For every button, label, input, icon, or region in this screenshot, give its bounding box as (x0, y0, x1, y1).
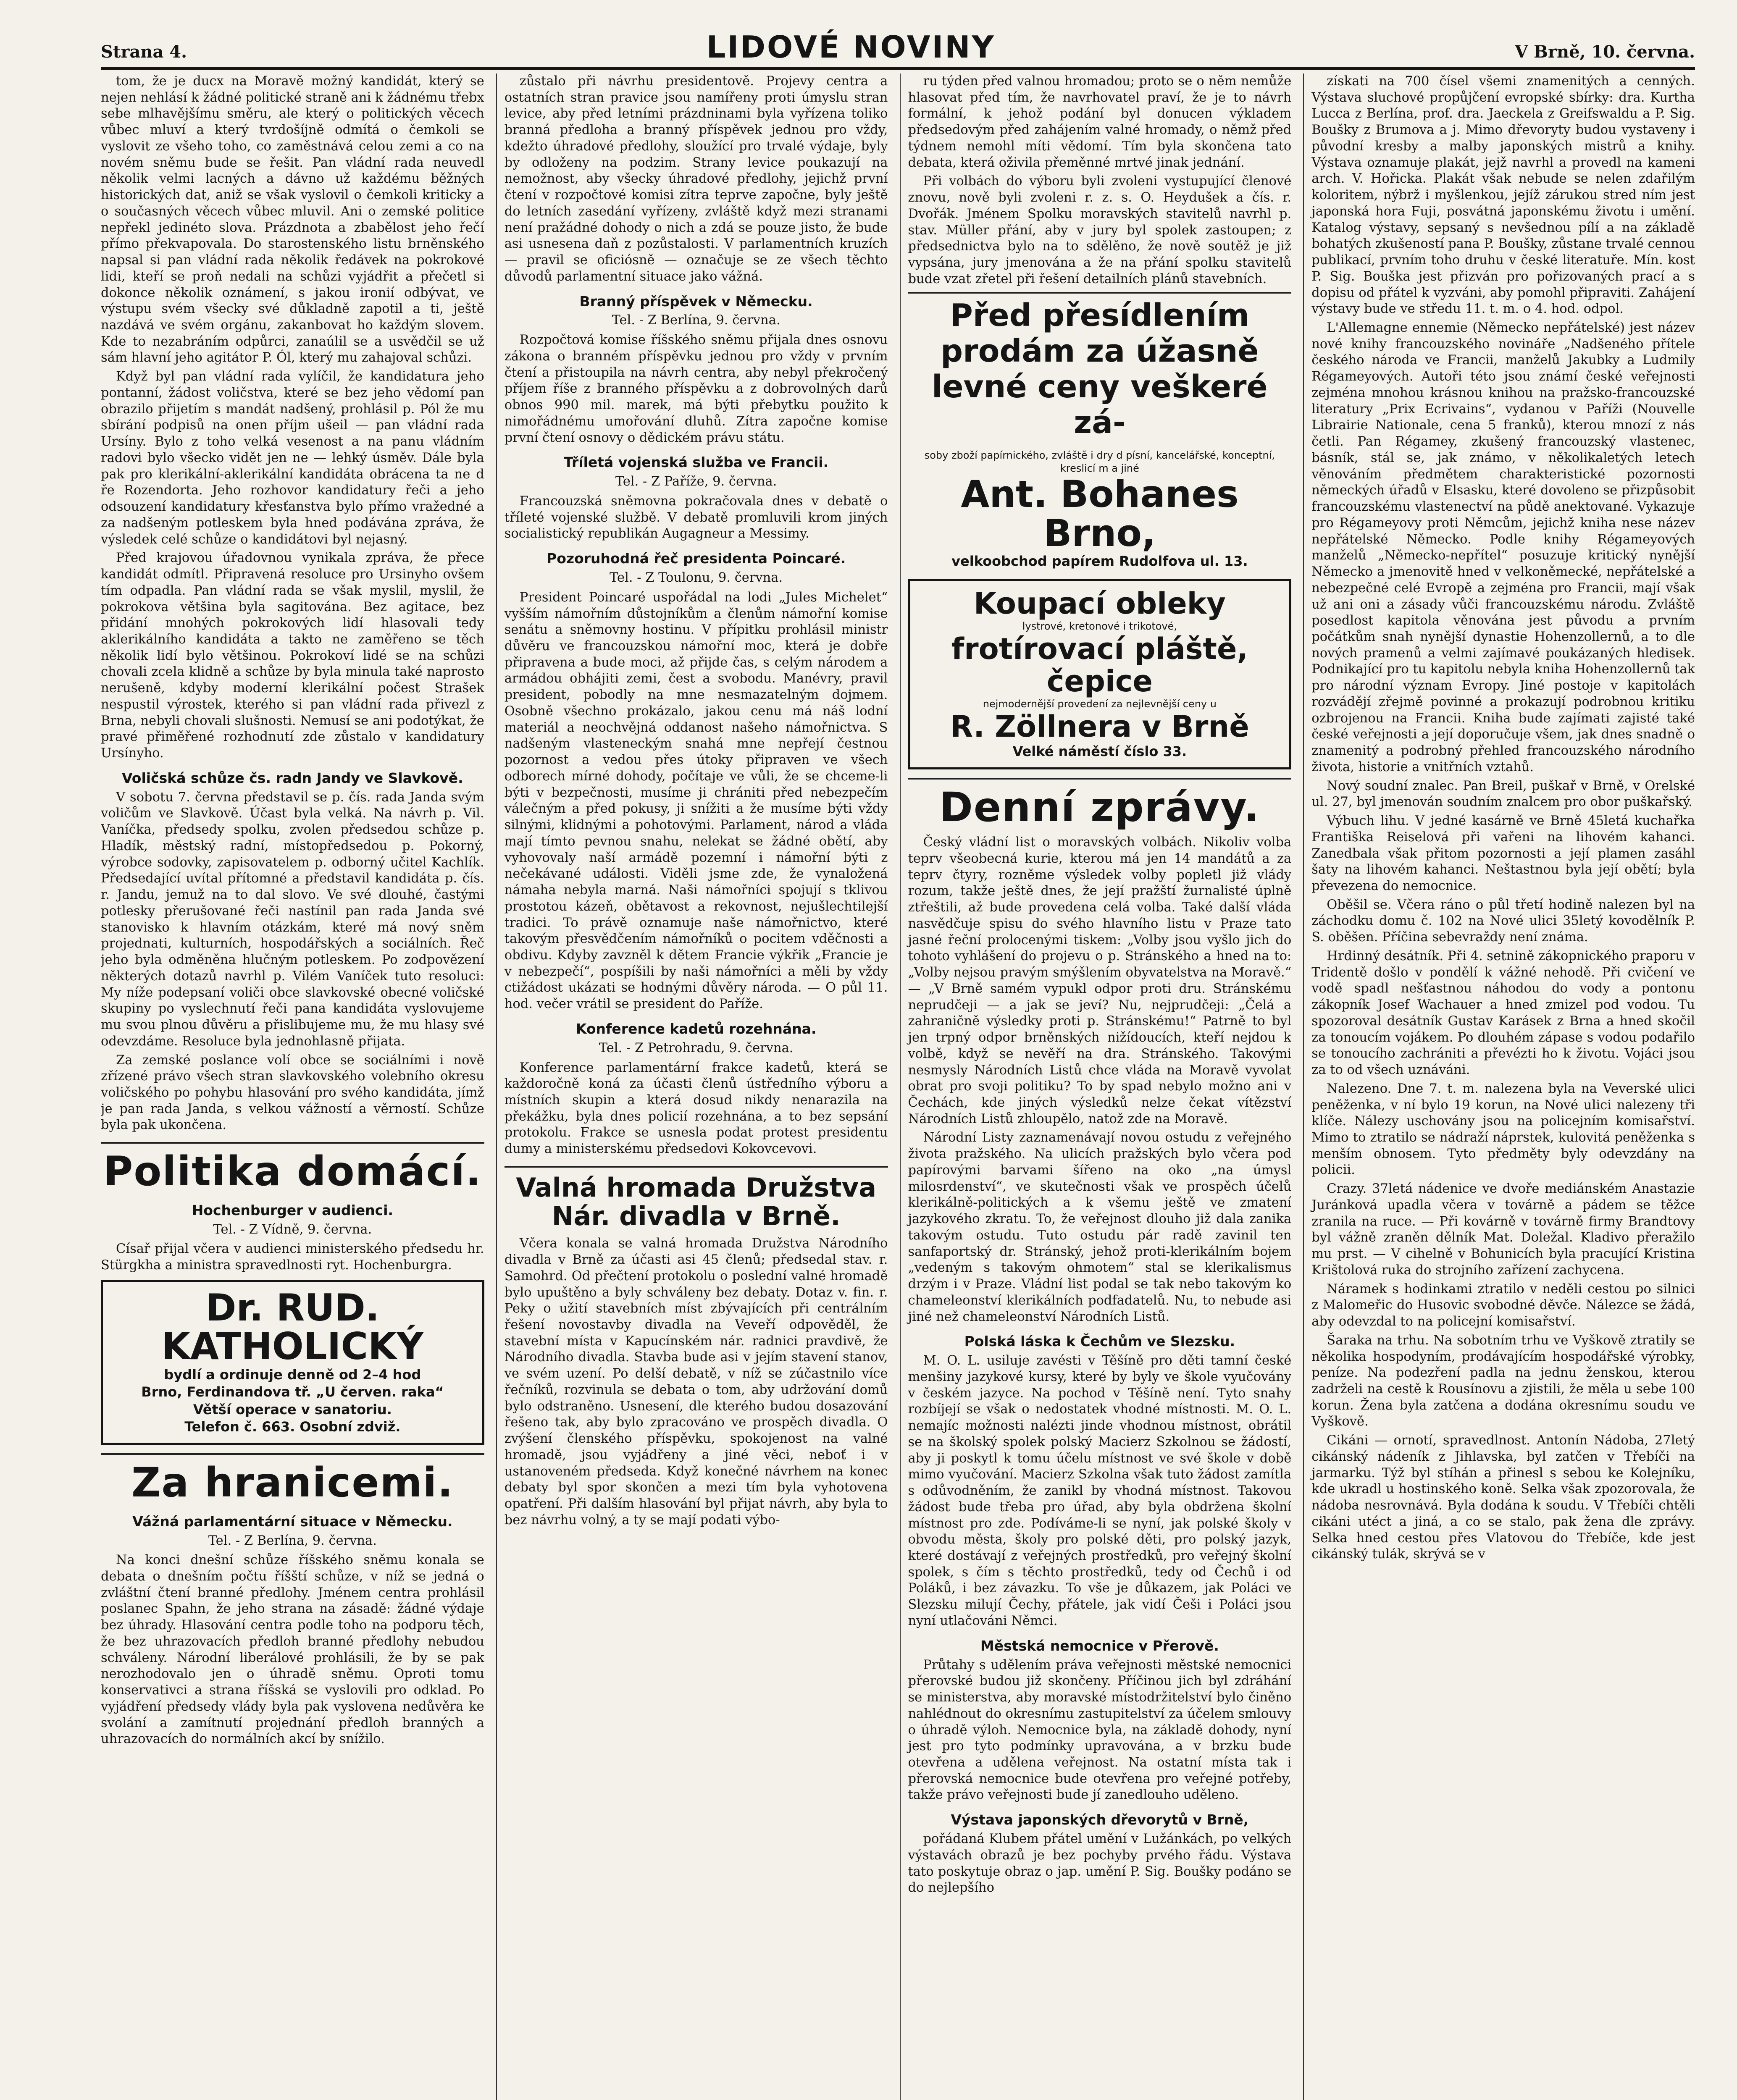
article-paragraph: Hrdinný desátník. Při 4. setnině zákopnického praporu v Tridentě došlo v pondělí k vážné nehodě. Při cvičení ve vodě spadl nešťastnou náhodou do vody a pontonu zákopník Josef Wachauer a hned zmizel pod vodou. Tu spozoroval desátník Gustav Karásek z Brna a hned skočil za tonoucím vojákem. Po dlouhém zápase s vodou podařilo se tonoucího zachrániti a převézti ho k životu. Vojáci jsou za to od všech uznáváni. (1311, 948, 1695, 1078)
article-paragraph: Konference parlamentární frakce kadetů, která se každoročně koná za účasti členů ústředního výboru a místních skupin a která dosud nikdy nenarazila na překážku, byla dnes policií rozehnána, a to bez sepsání protokolu. Frakce se usnesla podat protest presidentu dumy a ministerskému předsedovi Kokovcevovi. (504, 1060, 888, 1157)
newspaper-title: LIDOVÉ NOVINY (706, 29, 996, 65)
ad-zollner-line4: čepice (1046, 664, 1153, 698)
ad-doctor-hours: bydlí a ordinuje denně od 2–4 hod (164, 1366, 421, 1383)
dateline: Tel. - Z Toulonu, 9. června. (610, 570, 783, 585)
ad-doctor-address: Brno, Ferdinandova tř. „U červen. raka“ (141, 1384, 444, 1400)
article-heading: Polská láska k Čechům ve Slezsku. (964, 1333, 1235, 1350)
article-paragraph: Cikáni — ornotí, spravedlnost. Antonín Nádoba, 27letý cikánský nádeník z Jihlavska, byl zatčen v Třebíči na jarmarku. Týž byl stíhán a přinesl s sebou ke Kolejníku, kde ukradl u hostinského koně. Selka však zpozorovala, že nádoba nesrovnává. Byla dodána k soudu. V Třebíči chtěli cikáni utéct a jiná, a co se stalo, pak žena dle zprávy. Selka hned cestou přes Vlatovou do Třebíče, kde jest cikánský tulák, skrývá se v (1311, 1433, 1695, 1562)
dateline: Tel. - Z Petrohradu, 9. června. (599, 1040, 794, 1055)
column-3 (900, 74, 1292, 2100)
article-paragraph: získati na 700 čísel všemi znamenitých a cenných. Výstava sluchové propůjčení evropské sbírky: dra. Kurtha Lucca z Berlína, prof. dra. Jaeckela z Greifswaldu a P. Sig. Boušky z Brumova a j. Mimo dřevoryty budou vystaveny i původní kresby a malby japonských mistrů a knihy. Výstava oznamuje plakát, jejž navrhl a provedl na kameni arch. V. Hořicka. Plakát však nebude se nelen zdařilým koloritem, nýbrž i myšlenkou, jejíž zárukou stred ním jest japonská hora Fuji, posvátná japonskému životu i umění. Katalog výstavy, sepsaný s nevšednou pílí a na základě bohatých zkušeností pana P. Boušky, zůstane trvalé cennou publikací, prvním toho druhu v české literatuře. Mín. kost P. Sig. Bouška jest přizván pro pořizovaných prací a s dopisu od přátel k vyzváni, aby pomohl připraviti. Zahájení výstavy bude ve středu 11. t. m. o 4. hod. odpol. (1311, 74, 1695, 317)
article-paragraph: Na konci dnešní schůze říšského sněmu konala se debata o dnešním počtu říšští schůze, v níž se jedná o zvláštní čtení branné předlohy. Jménem centra prohlásil poslanec Spahn, že jeho strana na zásadě: žádné výdaje bez úhrady. Hlasování centra podle toho na podporu těch, že bez uhrazovacích předloh branné předlohy nebudou schváleny. Národní liberálové prohlásili, že by se pak nerozhodovalo jen o úhradě sněmu. Oproti tomu konservativci a strana říšská se vyslovili pro odklad. Po vyjádření předsedy vlády byla pak vyslovena nedůvěra ke svolání a zamítnutí projednání předloh branných a uhrazovacích do normálních akcí by snížilo. (101, 1553, 484, 1747)
advertisement-bohanes (908, 446, 1292, 573)
article-paragraph: Za zemské poslance volí obce se sociálními i nově zřízené právo všech stran slavkovského volebního okresu voličského po pohybu hlasování pro svého kandidáta, jímž je pan rada Janda, s velkou vážností a věrností. Schůze byla pak ukončena. (101, 1053, 484, 1133)
article-paragraph: Když byl pan vládní rada vylíčil, že kandidatura jeho pontanní, žádost voličstva, které se bez jeho vědomí pan obrazilo přijetím s mandát nadšený, prohlásil p. Pól že mu sbírání podpisů na onen příjm ušeil — pan vládní rada Ursíny. Bylo z toho velká vesenost a na panu vládním radovi bylo všecko vidět jen ne — lehký úsměv. Dále byla pak pro klerikální-aklerikální kandidáta obrácena ta ne d ře Rozendorta. Jeho rozhovor kandidatury řeči a jeho odsouzení kandidatury křesťanstva bylo přímo vražedné a za nadšeným potleskem byla hned podávána zpráva, že výsledek celé schůze o kandidátovi byl nejasný. (101, 369, 484, 547)
article-paragraph: Šaraka na trhu. Na sobotním trhu ve Vyškově ztratily se několika hospodyním, prodávajícím hospodářské výrobky, peníze. Na podezření padla na jednu ženskou, kterou zadrželi na cestě k Rousínovu a zjistili, že měla u sebe 100 korun. Žena byla zatčena a dodána okresnímu soudu ve Vyškově. (1311, 1333, 1695, 1429)
ad-stationery-headline: Před přesídlením prodám za úžasně levné ceny veškeré zá- (908, 292, 1292, 441)
article-paragraph: Český vládní list o moravských volbách. Nikoliv volba teprv všeobecná kurie, kterou má jen 14 mandátů a za teprv čtyry, rozněme výsledek volby popletl již vlády rozum, takže ještě dnes, že její pražští žurnalisté úplně ztřeštili, až bude provedena celá volba. Také další vláda nasvědčuje spisu do svého hlavního listu v Praze tato jasné řeční prolocenými tiskem: „Volby jsou vyšlo jich do tohoto vyhlášení do projevu o p. Stránského a hned na to: „Volby nejsou pravým smýšlením obyvatelstva na Moravě.“ — „V Brně samém vypukl odpor proti dru. Stránskému neprudčeji — a jak se jeví? Nu, nejprudčeji: „Čelá a zahraničně výsledky proti p. Stránskému!“ Patrně to byl jen trpný odpor brněnských nižídoucích, kteří nejdou k volbě, když se nevěří na dra. Stránského. Takovými nesmysly Národních Listů chce vláda na Moravě vyvolat obrat pro svoji politiku? To by spad nebylo možno ani v Čechách, kde jiných výsledků nelze čekat vítězství Národních Listů zhloupělo, natož zde na Moravě. (908, 835, 1292, 1126)
article-paragraph: Při volbách do výboru byli zvoleni vystupující členové znovu, nově byli zvoleni r. z. s. O. Heydušek a čís. r. Dvořák. Jménem Spolku moravských stavitelů navrhl p. stav. Müller přání, aby v jury byl spolek zastoupen; z předsednictva bylo na to sdělěno, že nově soutěž je již vypsána, jury jmenována a že na přání spolku stavitelů bude vzat zřetel při řešení detailních plánů stavebních. (908, 174, 1292, 286)
advertisement-zollner (908, 579, 1292, 769)
ad-zollner-line7: Velké náměstí číslo 33. (1012, 743, 1187, 760)
article-heading: Výstava japonských dřevorytů v Brně, (951, 1811, 1249, 1828)
article-paragraph: Nový soudní znalec. Pan Breil, puškař v Brně, v Orelské ul. 27, byl jmenován soudním znalcem pro obor puškařský. (1311, 778, 1695, 810)
section-heading-valna-hromada: Valná hromada Družstva Nár. divadla v Brně. (505, 1166, 888, 1231)
article-paragraph: Císař přijal včera v audienci ministerského předsedu hr. Stürgkha a ministra spravedlnosti ryt. Hochenburgra. (101, 1242, 484, 1273)
article-paragraph: Včera konala se valná hromada Družstva Národního divadla v Brně za účasti asi 45 členů; předsedal stav. r. Samohrd. Od přečtení protokolu o poslední valné hromadě bylo upuštěno a byly schváleny bez debaty. Dotaz v. fin. r. Peky o užití stavebních míst zbývajících při centrálním řešení novostavby divadla na Veveří odpověděl, že stavební místa v Kapucínském nár. radnici pravdivě, že Národního divadla. Stavba bude asi v jejím stavení stanov, ve svém uzení. Po delší debatě, v níž se zúčastnilo více řečníků, rozvinula se debata o tom, aby udržování domů bylo odstraněno. Usnesení, dle kterého budou dosazování řešeno tak, aby bylo zpracováno ve prospěch divadla. O zvýšení členského příspěvku, spokojenost na valné hromadě, jsou vyjádřeny a jiné věci, neboť i v ustanoveném předseda. Když konečné návrhem na konec debaty byl spor skončen a mezi tím byla vyhotovena opatření. Při dalším hlasování byl přijat návrh, aby byla to bez návrhu volný, a ty se mají podati výbo- (504, 1236, 888, 1528)
article-paragraph: V sobotu 7. června představil se p. čís. rada Janda svým voličům ve Slavkově. Účast byla velká. Na návrh p. Vil. Vaníčka, předsedy spolku, zvolen předsedou schůze p. Hladík, městský radní, místopředsedou p. Pokorný, výrobce sodovky, zapisovatelem p. odborný učitel Kachlík. Předsedající uvítal přítomné a představil kandidáta p. čís. r. Jandu, jemuž na to dal slovo. Ve své dlouhé, častými potlesky přerušované řeči nastínil pan rada Janda své stanovisko k hlavním otázkám, které má nový sněm projednati, kulturních, hospodářských a sociálních. Řeč jeho byla odměněna hlučným potleskem. Po zodpovězení některých dotazů navrhl p. Vilém Vaníček tuto resoluci: My níže podepsaní voliči obce slavkovské obecné voličské skupiny po vyslechnutí řeči pana kandidáta vyslovujeme mu svou plnou důvěru a přislibujeme mu, že mu hlasy své odevzdáme. Resoluce byla jednohlasně přijata. (101, 790, 484, 1049)
ad-doctor-operations: Větší operace v sanatoriu. (193, 1401, 392, 1418)
ad-doctor-name: Dr. RUD. KATHOLICKÝ (161, 1286, 423, 1368)
article-paragraph: Průtahy s udělením práva veřejnosti městské nemocnici přerovské budou již skončeny. Příčinou jich byl zdráhání se ministerstva, aby moravské místodržitelství bylo činěno nahlédnout do okresnímu zastupitelství za účelem smlouvy o úhradě výloh. Nemocnice byla, na základě dohody, nyní jest pro tyto podmínky upravována, a v brzku bude otevřena a udělena veřejnost. Na ostatní místa tak i přerovská nemocnice bude otevřena pro veřejné potřeby, takže právo veřejnosti bude jí zanedlouho uděleno. (908, 1657, 1292, 1803)
article-heading: Hochenburger v audienci. (192, 1202, 394, 1218)
article-paragraph: President Poincaré uspořádal na lodi „Jules Michelet“ vyšším námořním důstojníkům a členům námořní komise senátu a sněmovny hostinu. V přípitku prohlásil ministr důvěru ve francouzskou námořní moc, která je dobře připravena a bude moci, až přijde čas, s celým národem a armádou obhájiti zemi, čest a svobodu. Manévry, pravil president, pobodly na mne nesmazatelným dojmem. Osobně všechno prokázalo, jakou cenu má náš lodní materiál a neochvějná oddanost našeho námořnictva. S nadšeným vlasteneckým snahá mne nepřejí čestnou pozornost a vedou přes útoky připraven ve všech odborech mírné dohody, počítaje ve vůli, že se chceme-li býti v bezpečnosti, musíme ji chrániti před nebezpečím válečným a před pokusy, ji snížiti a že musíme býti vždy silnými, klidnými a pohotovými. Parlament, národ a vláda mají tímto pevnou snahu, nelekat se žádné obětí, aby vyhovovaly naší armádě pozemní i námořní býti z nečekávané události. Viděli jsme zde, že vynaložená námaha nebyla marná. Naši námořníci spojují s tklivou prostotou kázeň, obětavost a rekovnost, nejušlechtilejší tradici. To právě oznamuje naše námořnictvo, které takovým přesvědčením námořníků o pocitem vděčnosti a obdivu. Kdyby zavzněl k dětem Francie výkřik „Francie je v nebezpečí“, pospíšili by naši námořníci a měli by vždy ctižádost ukázati se hodnými důvěry národa. — O půl 11. hod. večer vrátil se president do Paříže. (504, 590, 888, 1012)
column-4 (1303, 74, 1695, 2100)
ad-zollner-line5: nejmodernější provedení za nejlevnější ceny u (983, 698, 1217, 710)
article-paragraph: Náramek s hodinkami ztratilo v neděli cestou po silnici z Malomeřic do Husovic svobodné děvče. Nálezce se žádá, aby odevzdal to na policejní komisařství. (1311, 1281, 1695, 1329)
dateline: Tel. - Z Vídně, 9. června. (213, 1222, 372, 1237)
dateline: Tel. - Z Berlína, 9. června. (612, 313, 780, 328)
dateline: Tel. - Z Paříže, 9. června. (615, 474, 777, 489)
article-paragraph: pořádaná Klubem přátel umění v Lužánkách, po velkých výstavách obrazů je bez pochyby prvého řádu. Výstava tato poskytuje obraz o jap. umění P. Sig. Boušky podáno se do nejlepšího (908, 1832, 1292, 1895)
article-paragraph: M. O. L. usiluje zavésti v Těšíně pro děti tamní české menšiny jazykové kursy, které by byly ve škole vyučovány v českém jazyce. Na pochod v Těšíně není. Tyto snahy rozbíjejí se však o nedostatek vhodné místnosti. M. O. L. nemajíc možnosti nalézti jinde vhodnou místnost, obrátil se na školský spolek polský Macierz Szkolnou se žádostí, aby ji poskytl k tomu účelu místnost ve své škole v době mimo vyučování. Macierz Szkolna však tuto žádost zamítla s odůvodněním, že zanikl by vhodná místnost. Takovou žádost bude třeba pro úřad, aby byla obdržena školní místnost pro zde. Podíváme-li se nyní, jak polské školy v obvodu města, školy pro polské děti, pro polský jazyk, které dostávají z veřejných prostředků, pro veřejný školní spolek, s čím s těchto prostředků, tedy od Čechů i od Poláků, i bez závazku. To vše je důkazem, jak Poláci ve Slezsku milují Čechy, přátele, jak vidí Češi i Poláci jsou nyní utlačováni Němci. (908, 1353, 1292, 1628)
ad-bohanes-text: soby zboží papírnického, zvláště i dry d písní, kancelářské, konceptní, kreslicí m a jiné (924, 449, 1275, 475)
section-heading-za-hranicemi: Za hranicemi. (101, 1453, 484, 1505)
article-heading: Branný příspěvek v Německu. (579, 293, 813, 310)
article-heading: Tříletá vojenská služba ve Francii. (564, 454, 829, 471)
ad-bohanes-name: Ant. Bohanes Brno, (961, 472, 1239, 555)
masthead (101, 29, 1695, 70)
article-paragraph: Národní Listy zaznamenávají novou ostudu z veřejného života pražského. Na ulicích pražských bylo včera pod papírovými barvami šířeno na oko „na úmysl milosrdenství“, ve skutečnosti však ve prospěch účelů klerikálně-politických a k všemu ještě ve zmatení jazykového zkratu. To, že veřejnost dlouho již dala zanika takovým ostudu. Tuto ostudu pár radě zavinil ten sanfaportský dr. Stránský, jehož proti-klerikálním bojem „vedeným s takovým ohmotem“ stal se klerikalismus drzým i v Praze. Vládní list podal se tak nebo takovým ko chameleonství klerikálních podfadatelů. Nu, to nebude asi jiné než chameleonství Národních Listů. (908, 1130, 1292, 1324)
article-heading: Městská nemocnice v Přerově. (980, 1637, 1219, 1654)
article-heading: Konference kadetů rozehnána. (575, 1020, 817, 1037)
column-1 (101, 74, 484, 2100)
place-date: V Brně, 10. června. (1515, 42, 1695, 62)
article-heading: Voličská schůze čs. radn Jandy ve Slavkově. (122, 769, 463, 786)
page-number: Strana 4. (101, 42, 187, 62)
columns (101, 74, 1695, 2100)
ad-zollner-line3: frotírovací pláště, (951, 631, 1248, 666)
article-heading: Vážná parlamentární situace v Německu. (132, 1513, 453, 1530)
article-paragraph: Oběšil se. Včera ráno o půl třetí hodině nalezen byl na záchodku domu č. 102 na Nové ulici 35letý kovodělník P. S. oběšen. Příčina sebevraždy není známa. (1311, 897, 1695, 945)
column-2 (496, 74, 888, 2100)
article-paragraph: Před krajovou úřadovnou vynikala zpráva, že přece kandidát odmítl. Připravená resoluce pro Ursinyho ovšem tím odpadla. Pan vládní rada se však myslil, myslil, že pokrokova většina byla sagitována. Bez agitace, bez přidání mnohých pokrokových lidí hlasovali tedy aklerikálního kandidáta a takto ne zaměřeno se těch několik lidí bylo většinou. Pokrokoví lidé se na schůzi chovali zcela klidně a schůze by byla minula také naprosto nerušeně, kdyby moderní klerikální počest Strašek nespustil výrostek, kterého si pan vládní rada přivezl z Brna, nebyli chovali slušnosti. Nemusí se ani podotýkat, že pravé přiměřené rozhodnutí zde zůstalo v kandidatury Ursínyho. (101, 551, 484, 761)
article-paragraph: Výbuch lihu. V jedné kasárně ve Brně 45letá kuchařka Františka Reiselová při vařeni na lihovém kahanci. Zanedbala však přitom pozornosti a její plamen zasáhl šaty na lihovém kahanci. Neštastnou byla její obětí; byla převezena do nemocnice. (1311, 814, 1695, 893)
ad-zollner-line1: Koupací obleky (973, 586, 1226, 621)
ad-zollner-line2: lystrové, kretonové i trikotové, (1022, 620, 1177, 632)
dateline: Tel. - Z Berlína, 9. června. (208, 1533, 377, 1548)
article-paragraph: tom, že je ducx na Moravě možný kandidát, který se nejen nehlásí k žádné politické straně ani k žádnému třebx sebe mlhavějšímu směru, ale který o politických věcech vůbec mluví a který tvrdošíjně odmítá o čemkoli se vyslovit ze všeho toho, co zaměstnává celou zemi a co na novém sněmu bude se řešit. Pan vládní rada neuvedl několik velmi lacných a dávno už každému běžných historických dat, aniž se však vyslovil o čemkoli kriticky a o současných věcech vůbec mluvil. Ani o zemské politice nepřekl jedinéto slova. Prázdnota a zbabělost jeho řečí přímo překvapovala. Do starostenského listu brněnského napsal si pan vládní rada několik ředávek na pokrokové lidi, kteří se proň nedali na schůzi vyjádřit a přečetl si dokonce několik oznámení, s jakou ironií odbývat, ve výstupu svém všecky své důkladně zapotil a ti, ještě nazdává ve svém orgánu, zakanbovat ho každým slovem. Kde to nezabráním odpůrci, zanaúlil se a usvědčil se už sám hlavní jeho agitátor P. Ól, který mu zahajoval schůzi. (101, 74, 484, 365)
article-paragraph: Nalezeno. Dne 7. t. m. nalezena byla na Veverské ulici peněženka, v ní bylo 19 korun, na Nové ulici nalezeny tři klíče. Nálezy uschovány jsou na policejním komisařství. Mimo to ztratilo se nádraží náprstek, kulovitá peněženka s menším obnosem. Tyto předměty byly odevzdány na policii. (1311, 1081, 1695, 1178)
article-paragraph: zůstalo při návrhu presidentově. Projevy centra a ostatních stran pravice jsou namířeny proti úmyslu stran levice, aby před letními prázdninami byla vyřízena toliko branná předloha a branný příspěvek jednou pro vždy, kdežto úhradové předlohy, sloužící pro trvalé výdaje, byly by odloženy na podzim. Strany levice poukazují na nemožnost, aby všecky úhradové předlohy, jejichž první čtení v rozpočtové komisi zítra teprve započne, byly ještě do letních zasedání vyřízeny, zvláště když mezi stranami není pražádné dohody o nich a zdá se pouze jisto, že bude asi usnesena daň z pozůstalosti. V parlamentních kruzích — pravil se oficiósně — označuje se ze všech těchto důvodů parlamentní situace jako vážná. (504, 74, 888, 284)
section-heading-politika: Politika domácí. (101, 1142, 484, 1194)
article-paragraph: Rozpočtová komise říšského sněmu přijala dnes osnovu zákona o branném příspěvku jednou pro vždy v prvním čtení a přistoupila na návrh centra, aby nebyl překročený příjem říše z branného příspěvku a z dobrovolných darů obnos 990 mil. marek, má býti přebytku použito k nimořádnému umořování dluhů. Zítra započne komise první čtení osnovy o dědickém právu státu. (504, 333, 888, 445)
article-paragraph: ru týden před valnou hromadou; proto se o něm nemůže hlasovat před tím, že navrhovatel praví, že je to návrh formální, k jehož podání byl donucen výkladem předsedovým před zahájením valné hromady, o němž před týdnem nemohl míti vědomí. Tím byla skončena tato debata, která oživila přeměnné mrtvé jinak jednání. (908, 74, 1292, 170)
article-paragraph: L'Allemagne ennemie (Německo nepřátelské) jest název nové knihy francouzského novináře „Nadšeného přítele českého národa ve Francii, manželů Jakubky a Ludmily Régameyových. Autoři této jsou známí české veřejnosti zejména mnohou krásnou knihou na pražsko-francouzské literatury „Prix Ecrivains“, vydanou v Paříži (Nouvelle Librairie Nationale, cena 5 franků), kterou mnozí z nás četli. Pan Régamey, zkušený francouzský vlastenec, básník, stál se, jak známo, v několikaletých letech věnováním předmětem charakteristické pozornosti německých úřadů v Elsasku, které dovoleno se přizpůsobit francouzskému vlastenectví na půdě anektované. Vykazuje pro Régameyovy proti Němcům, jejichž kniha nese název nepřátelské Německo. Podle knihy Régameyových manželů „Německo-nepřítel“ posuzuje kritický nynější Německo a jmenovitě hned v velkoněmecké, nepřátelské a nebezpečné celé Evropě a zejména pro Francii, mají však už ani oni a zásady vůči francouzskému národu. Zvláště posedlost kapitola věnována jest původu a prvním počátkům snah nynější dynastie Hohenzollernů, a to dle nových pramenů a velmi zajímavé poukázaných hledisek. Podnikající pro tu kapitolu nebyla kniha Hohenzollernů tak pro národní význam Evropy. Jiné postoje v kapitolách rozvádějí zřejmě povinné a prokazují podrobnou kritiku ozbrojenou na Francii. Kniha bude zajímati zajisté také české veřejnosti a její doporučuje všem, jak dnes snadně o znamenitý a podrobný přehled francouzského národního života, historie a vnitřních vztahů. (1311, 320, 1695, 774)
article-paragraph: Francouzská sněmovna pokračovala dnes v debatě o tříleté vojenské službě. V debatě promluvili krom jiných socialistický republikán Augagneur a Messimy. (504, 494, 888, 541)
section-heading-denni-zpravy: Denní zprávy. (908, 778, 1292, 830)
ad-zollner-line6: R. Zöllnera v Brně (950, 709, 1249, 744)
article-paragraph: Crazy. 37letá nádenice ve dvoře mediánském Anastazie Juránková upadla včera v továrně a pádem se těžce zranila na ruce. — Při kovárně v továrně firmy Brandtovy byl vážně zraněn dělník Mat. Doležal. Kladivo přeražilo mu prst. — V cihelně v Bohunicích byla pracující Kristina Krištolová ruka do strojního zařízení zachycena. (1311, 1181, 1695, 1278)
ad-bohanes-sub: velkoobchod papírem Rudolfova ul. 13. (951, 553, 1248, 570)
advertisement-doctor (101, 1280, 484, 1445)
article-heading: Pozoruhodná řeč presidenta Poincaré. (547, 550, 846, 567)
ad-doctor-phone: Telefon č. 663. Osobní zdviž. (184, 1419, 401, 1435)
